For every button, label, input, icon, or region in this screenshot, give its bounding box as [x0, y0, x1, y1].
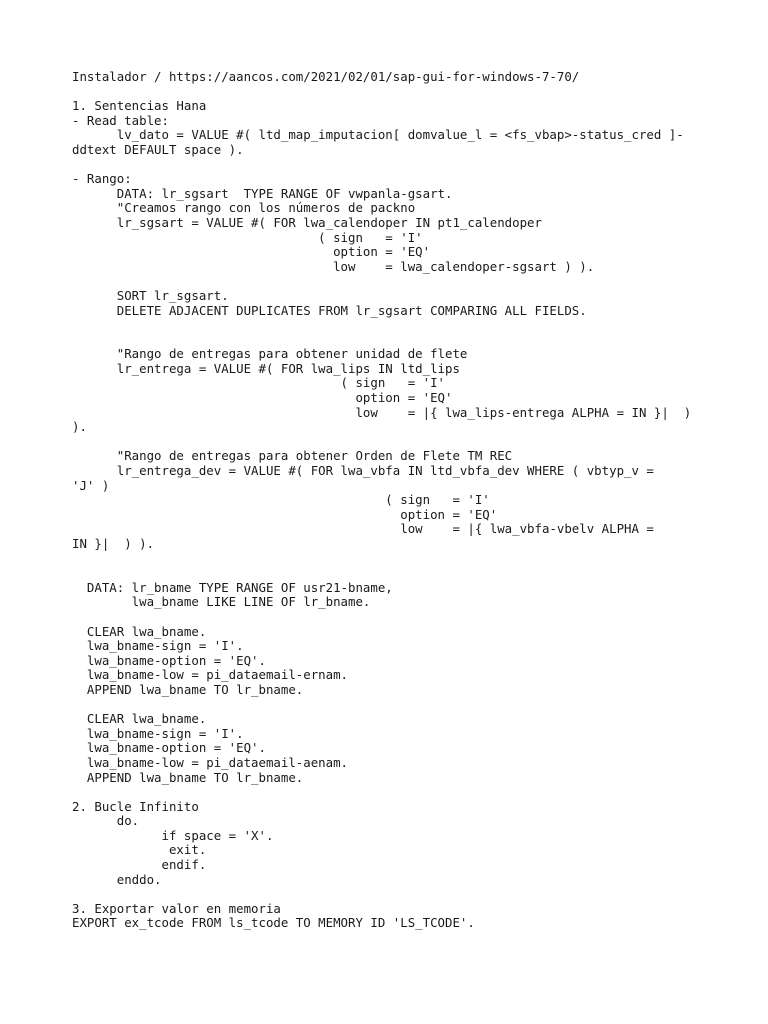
text-line: low = lwa_calendoper-sgsart ) ). — [72, 258, 595, 274]
text-line: ddtext DEFAULT space ). — [72, 141, 244, 157]
text-line: DELETE ADJACENT DUPLICATES FROM lr_sgsart COMPARING ALL FIELDS. — [72, 302, 587, 318]
text-line: CLEAR lwa_bname. — [72, 623, 207, 639]
text-line: 2. Bucle Infinito — [72, 798, 199, 814]
text-line: enddo. — [72, 871, 162, 887]
blank-line — [72, 887, 712, 902]
text-line: lv_dato = VALUE #( ltd_map_imputacion[ domvalue_l = <fs_vbap>-status_cred ]- — [72, 127, 684, 143]
text-line: DATA: lr_bname TYPE RANGE OF usr21-bname, — [72, 579, 393, 595]
text-line: lwa_bname-option = 'EQ'. — [72, 740, 266, 756]
text-line: 1. Sentencias Hana — [72, 98, 207, 114]
text-line: lwa_bname-low = pi_dataemail-ernam. — [72, 667, 349, 683]
blank-line — [72, 158, 712, 173]
blank-line — [72, 698, 712, 713]
blank-line — [72, 785, 712, 800]
text-line: option = 'EQ' — [72, 390, 453, 406]
blank-line — [72, 274, 712, 289]
text-line: lwa_bname-low = pi_dataemail-aenam. — [72, 754, 349, 770]
text-line: APPEND lwa_bname TO lr_bname. — [72, 769, 304, 785]
blank-line — [72, 566, 712, 581]
document-page — [72, 70, 712, 931]
blank-line — [72, 610, 712, 625]
text-line: ( sign = 'I' — [72, 375, 445, 391]
text-line: EXPORT ex_tcode FROM ls_tcode TO MEMORY ID 'LS_TCODE'. — [72, 915, 475, 931]
text-line: lwa_bname-sign = 'I'. — [72, 638, 244, 654]
blank-line — [72, 435, 712, 450]
text-line: ( sign = 'I' — [72, 229, 423, 245]
text-line: low = |{ lwa_vbfa-vbelv ALPHA = — [72, 521, 654, 537]
text-line: CLEAR lwa_bname. — [72, 711, 207, 727]
text-line: - Read table: — [72, 112, 169, 128]
blank-line — [72, 333, 712, 348]
text-line: "Rango de entregas para obtener Orden de Flete TM REC — [72, 448, 513, 464]
text-line: SORT lr_sgsart. — [72, 287, 229, 303]
text-line: lwa_bname-option = 'EQ'. — [72, 652, 266, 668]
text-line: ). — [72, 419, 87, 435]
text-line: option = 'EQ' — [72, 244, 431, 260]
text-line: lwa_bname-sign = 'I'. — [72, 725, 244, 741]
text-line: 'J' ) — [72, 477, 110, 493]
text-line: ( sign = 'I' — [72, 492, 490, 508]
text-line: lr_entrega_dev = VALUE #( FOR lwa_vbfa IN ltd_vbfa_dev WHERE ( vbtyp_v = — [72, 463, 654, 479]
text-line: endif. — [72, 857, 207, 873]
blank-line — [72, 85, 712, 100]
text-line: low = |{ lwa_lips-entrega ALPHA = IN }| ) — [72, 404, 692, 420]
text-line: "Rango de entregas para obtener unidad de flete — [72, 346, 468, 362]
text-line: "Creamos rango con los números de packno — [72, 200, 416, 216]
blank-line — [72, 318, 712, 333]
text-line: lwa_bname LIKE LINE OF lr_bname. — [72, 594, 371, 610]
text-line: 3. Exportar valor en memoria — [72, 900, 281, 916]
text-line: if space = 'X'. — [72, 827, 274, 843]
blank-line — [72, 552, 712, 567]
text-line: lr_entrega = VALUE #( FOR lwa_lips IN ltd_lips — [72, 360, 460, 376]
text-line: lr_sgsart = VALUE #( FOR lwa_calendoper IN pt1_calendoper — [72, 214, 542, 230]
text-line: option = 'EQ' — [72, 506, 498, 522]
text-line: APPEND lwa_bname TO lr_bname. — [72, 681, 304, 697]
text-line: DATA: lr_sgsart TYPE RANGE OF vwpanla-gsart. — [72, 185, 453, 201]
text-line: exit. — [72, 842, 207, 858]
text-line: IN }| ) ). — [72, 536, 155, 551]
text-line: Instalador / https://aancos.com/2021/02/01/sap-gui-for-windows-7-70/ — [72, 69, 580, 84]
text-line: do. — [72, 813, 140, 829]
text-line: - Rango: — [72, 171, 132, 187]
